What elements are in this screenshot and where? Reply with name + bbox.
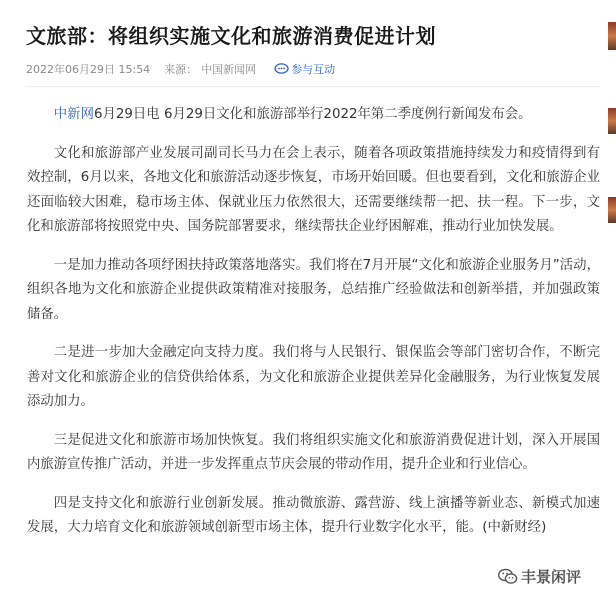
publish-date: 2022年06月29日 15:54 [26,63,151,76]
source-name: 中国新闻网 [201,63,257,76]
header-divider [26,86,600,87]
paragraph: 三是促进文化和旅游市场加快恢复。我们将组织实施文化和旅游消费促进计划，深入开展国内旅游宣传推广活动，并进一步发挥重点节庆会展的带动作用，提升企业和行业信心。 [27,432,600,472]
side-thumbnail[interactable] [608,197,616,223]
watermark-text: 丰景闲评 [521,568,582,586]
article-meta [26,61,335,77]
watermark [498,566,581,587]
article-body [27,103,600,555]
paragraph: 中新网6月29日电 6月29日文化和旅游部举行2022年第二季度例行新闻发布会。 [53,107,532,122]
side-thumbnail[interactable] [608,108,616,134]
paragraph: 文化和旅游部产业发展司副司长马力在会上表示，随着各项政策措施持续发力和疫情得到有效控制，6月以来，各地文化和旅游活动逐步恢复，市场开始回暖。但也要看到，文化和旅游企业还面临较大困难，稳市场主体、保就业压力依然很大，还需要继续帮一把、扶一程。下一步，文化和旅游部将按照党中央、国务院部署要求，继续帮扶企业纾困解难，推动行业加快发展。 [27,145,600,234]
paragraph: 一是加力推动各项纾困扶持政策落地落实。我们将在7月开展“文化和旅游企业服务月”活动，组织各地为文化和旅游企业提供政策精准对接服务，总结推广经验做法和创新举措，并加强政策储备。 [27,257,600,322]
comment-link[interactable] [274,61,335,77]
wechat-icon [498,568,518,585]
source-label: 来源： [164,63,198,76]
side-thumbnail[interactable] [608,22,616,50]
paragraph: 二是进一步加大金融定向支持力度。我们将与人民银行、银保监会等部门密切合作，不断完善对文化和旅游企业的信贷供给体系，为文化和旅游企业提供差异化金融服务，为行业恢复发展添动加力。 [27,345,600,409]
page-title: 文旅部：将组织实施文化和旅游消费促进计划 [26,24,436,48]
comment-link-label: 参与互动 [291,63,336,76]
source-link[interactable]: 中新网 [53,107,94,122]
paragraph: 四是支持文化和旅游行业创新发展。推动微旅游、露营游、线上演播等新业态、新模式加速发展，大力培育文化和旅游领域创新型市场主体，提升行业数字化水平，能。(中新财经) [27,495,600,535]
comment-icon [274,63,289,75]
